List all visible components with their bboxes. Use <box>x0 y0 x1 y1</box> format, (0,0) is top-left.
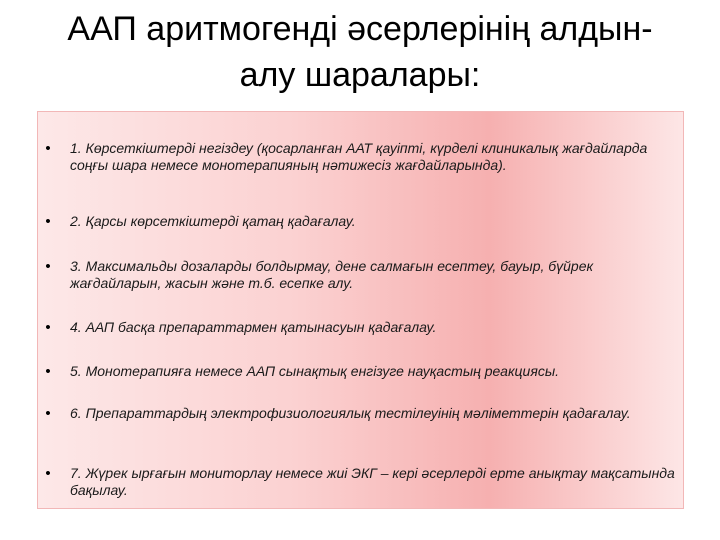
list-item-text: 7. Жүрек ырғағын мониторлау немесе жиі ЭКГ – кері әсерлерді ерте анықтау мақсатында бақылау. <box>70 465 675 498</box>
bullet-icon: • <box>45 405 51 422</box>
title-line-2: алу шаралары: <box>239 56 481 94</box>
bullet-icon: • <box>45 319 51 336</box>
slide-title <box>0 6 720 98</box>
list-item-text: 1. Көрсеткіштерді негіздеу (қосарланған ААТ қауіпті, күрделі клиникалық жағдайларда соңғы шара немесе монотерапияның нәтижесіз жағдайларында). <box>70 140 648 173</box>
list-item-text: 4. ААП басқа препараттармен қатынасуын қадағалау. <box>70 319 437 335</box>
bullet-icon: • <box>45 465 51 482</box>
bullet-list-box <box>37 111 684 509</box>
list-item-text: 2. Қарсы көрсеткіштерді қатаң қадағалау. <box>70 213 356 229</box>
bullet-icon: • <box>45 363 51 380</box>
title-line-1: ААП аритмогенді әсерлерінің алдын- <box>67 10 653 48</box>
list-item-text: 5. Монотерапияға немесе ААП сынақтық енгізуге науқастың реакциясы. <box>70 363 560 379</box>
bullet-icon: • <box>45 258 51 275</box>
bullet-icon: • <box>45 213 51 230</box>
bullet-icon: • <box>45 140 51 157</box>
list-item-text: 3. Максимальды дозаларды болдырмау, дене салмағын есептеу, бауыр, бүйрек жағдайларын, жасын және т.б. есепке алу. <box>70 258 594 291</box>
list-item-text: 6. Препараттардың электрофизиологиялық тестілеуінің мәліметтерін қадағалау. <box>70 405 631 421</box>
